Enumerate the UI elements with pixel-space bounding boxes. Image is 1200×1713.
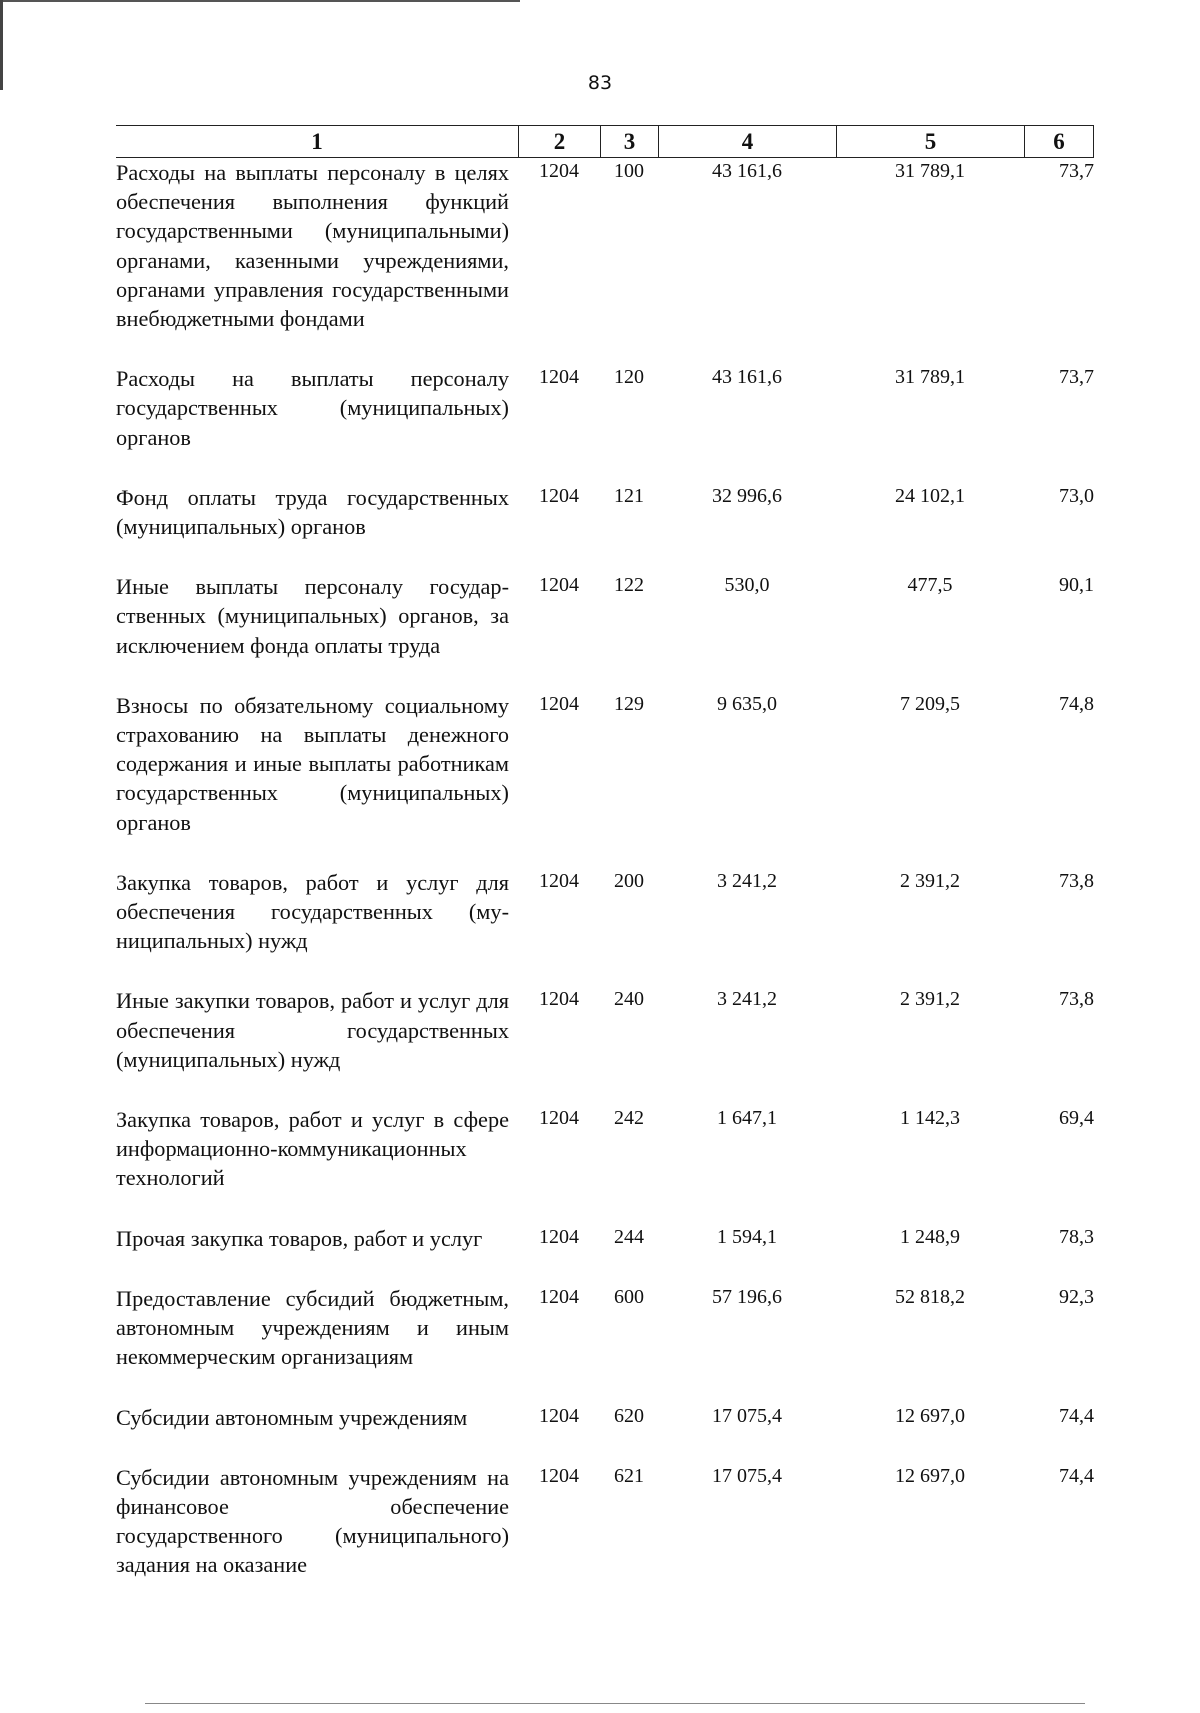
- row-planned-amount: 32 996,6: [712, 484, 782, 507]
- row-expense-type-code: 621: [614, 1464, 644, 1487]
- row-planned-amount: 3 241,2: [717, 988, 777, 1011]
- row-percent: 74,8: [1059, 692, 1094, 715]
- budget-table: [116, 125, 1094, 1580]
- row-planned-amount: 1 594,1: [717, 1225, 777, 1248]
- row-expense-type-code: 129: [614, 692, 644, 715]
- row-planned-amount: 530,0: [724, 574, 770, 597]
- row-planned-amount: 9 635,0: [717, 692, 777, 715]
- row-expense-type-code: 120: [614, 366, 644, 389]
- row-percent: 90,1: [1059, 574, 1094, 597]
- row-actual-amount: 24 102,1: [895, 484, 965, 507]
- header-col-3: 3: [600, 126, 658, 157]
- row-section-code: 1204: [539, 574, 579, 597]
- row-percent: 78,3: [1059, 1225, 1094, 1248]
- scan-top-edge-line: [0, 0, 520, 2]
- row-percent: 73,7: [1059, 160, 1094, 182]
- row-percent: 92,3: [1059, 1285, 1094, 1308]
- row-percent: 73,0: [1059, 484, 1094, 507]
- table-row: [116, 986, 1094, 1074]
- row-expense-type-code: 620: [614, 1404, 644, 1427]
- row-actual-amount: 7 209,5: [900, 692, 960, 715]
- row-expense-type-code: 121: [614, 484, 644, 507]
- row-actual-amount: 31 789,1: [895, 160, 965, 182]
- row-percent: 69,4: [1059, 1107, 1094, 1130]
- row-expense-type-code: 100: [614, 160, 644, 182]
- row-description: Прочая закупка товаров, работ и услуг: [116, 1225, 483, 1251]
- table-row: [116, 572, 1094, 660]
- row-description: Закупка товаров, работ и услуг для обеспечения государственных (муниципальных) нужд: [116, 869, 509, 954]
- row-description: Закупка товаров, работ и услуг в сфере информационно-коммуникационных технологий: [116, 1107, 509, 1191]
- table-row: [116, 868, 1094, 956]
- header-col-6: 6: [1024, 126, 1094, 157]
- table-row: [116, 1403, 1094, 1432]
- row-section-code: 1204: [539, 869, 579, 892]
- row-planned-amount: 17 075,4: [712, 1464, 782, 1487]
- header-col-4: 4: [658, 126, 836, 157]
- row-planned-amount: 43 161,6: [712, 366, 782, 389]
- row-actual-amount: 52 818,2: [895, 1285, 965, 1308]
- row-section-code: 1204: [539, 1464, 579, 1487]
- row-expense-type-code: 122: [614, 574, 644, 597]
- row-percent: 74,4: [1059, 1404, 1094, 1427]
- row-actual-amount: 477,5: [907, 574, 953, 597]
- row-planned-amount: 17 075,4: [712, 1404, 782, 1427]
- page-number: 83: [587, 72, 613, 94]
- table-row: [116, 1105, 1094, 1193]
- table-row: [116, 483, 1094, 541]
- table-row: [116, 158, 1094, 333]
- table-row: [116, 1224, 1094, 1253]
- row-actual-amount: 1 142,3: [900, 1107, 960, 1130]
- row-expense-type-code: 242: [614, 1107, 644, 1130]
- row-expense-type-code: 244: [614, 1225, 644, 1248]
- row-section-code: 1204: [539, 366, 579, 389]
- row-actual-amount: 2 391,2: [900, 869, 960, 892]
- row-actual-amount: 2 391,2: [900, 988, 960, 1011]
- header-col-5: 5: [836, 126, 1024, 157]
- row-planned-amount: 43 161,6: [712, 160, 782, 182]
- row-expense-type-code: 240: [614, 988, 644, 1011]
- row-percent: 74,4: [1059, 1464, 1094, 1487]
- table-row: [116, 1463, 1094, 1580]
- scan-bottom-edge-line: [145, 1703, 1085, 1704]
- header-col-2: 2: [518, 126, 600, 157]
- row-description: Иные закупки товаров, работ и услуг для обеспечения государственных (муниципальных) нужд: [116, 988, 509, 1072]
- row-actual-amount: 12 697,0: [895, 1464, 965, 1487]
- row-planned-amount: 3 241,2: [717, 869, 777, 892]
- table-row: [116, 1284, 1094, 1372]
- row-planned-amount: 1 647,1: [717, 1107, 777, 1130]
- row-actual-amount: 1 248,9: [900, 1225, 960, 1248]
- row-description: Иные выплаты персоналу государственных (муниципальных) органов, за исключением фонда оплаты труда: [116, 574, 509, 658]
- row-section-code: 1204: [539, 692, 579, 715]
- table-header-row: [116, 125, 1094, 158]
- row-planned-amount: 57 196,6: [712, 1285, 782, 1308]
- row-expense-type-code: 600: [614, 1285, 644, 1308]
- row-expense-type-code: 200: [614, 869, 644, 892]
- row-percent: 73,8: [1059, 988, 1094, 1011]
- row-section-code: 1204: [539, 1285, 579, 1308]
- row-section-code: 1204: [539, 1404, 579, 1427]
- row-description: Расходы на выплаты персоналу в целях обеспечения выполнения функций государственными (муниципальными) органами, казенными учреждениями, органами управления государственными внебюджетными фондами: [116, 160, 509, 332]
- row-section-code: 1204: [539, 1225, 579, 1248]
- row-description: Расходы на выплаты персоналу государственных (муниципальных) органов: [116, 366, 509, 450]
- row-section-code: 1204: [539, 1107, 579, 1130]
- header-col-1: 1: [311, 129, 323, 154]
- table-row: [116, 364, 1094, 452]
- row-section-code: 1204: [539, 988, 579, 1011]
- table-row: [116, 691, 1094, 837]
- row-description: Субсидии автономным учреждениям на финансовое обеспечение государственного (муниципального) задания на оказание: [116, 1464, 509, 1578]
- row-description: Субсидии автономным учреждениям: [116, 1404, 468, 1430]
- row-description: Взносы по обязательному социальному страхованию на выплаты денежного содержания и иные выплаты работникам государственных (муниципальных) органов: [116, 692, 509, 835]
- row-description: Фонд оплаты труда государственных (муниципальных) органов: [116, 484, 509, 540]
- row-actual-amount: 31 789,1: [895, 366, 965, 389]
- row-percent: 73,8: [1059, 869, 1094, 892]
- row-section-code: 1204: [539, 484, 579, 507]
- row-actual-amount: 12 697,0: [895, 1404, 965, 1427]
- row-section-code: 1204: [539, 160, 579, 182]
- row-description: Предоставление субсидий бюджетным, автономным учреждениям и иным некоммерческим организациям: [116, 1285, 509, 1370]
- row-percent: 73,7: [1059, 366, 1094, 389]
